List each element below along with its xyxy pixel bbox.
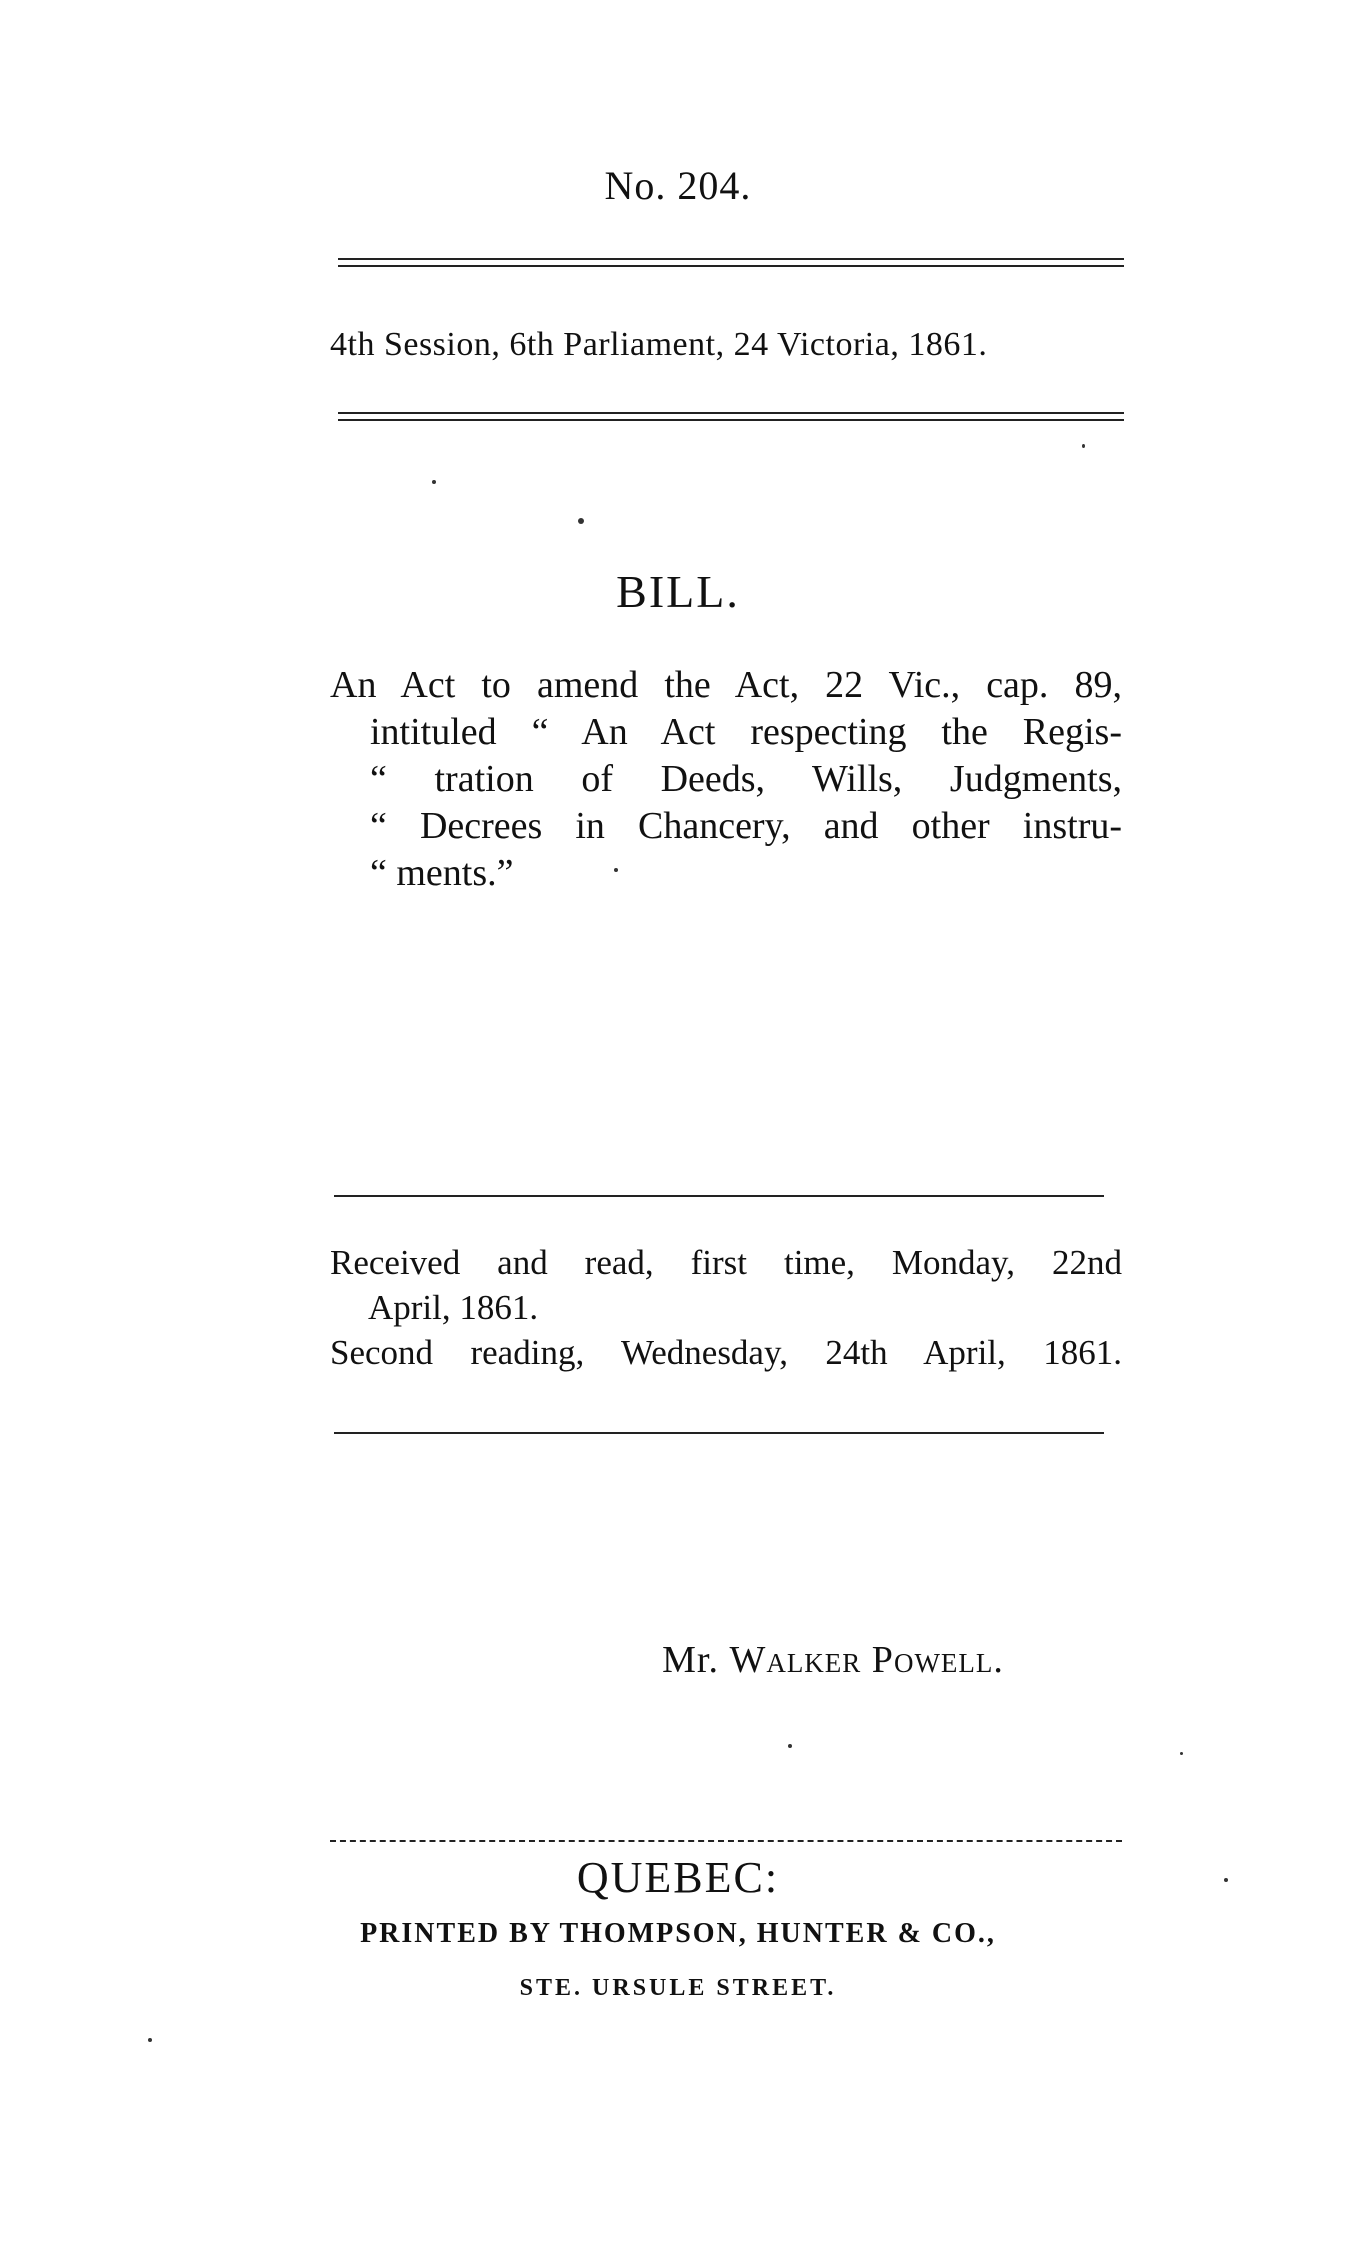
session-double-rule [338,412,1124,421]
scan-speck [1180,1752,1183,1755]
bill-title-line: “ ments.” [370,852,514,894]
scan-speck [432,480,436,484]
sponsor-prefix: Mr. [662,1639,719,1681]
scan-speck [788,1744,792,1748]
top-double-rule [338,258,1124,267]
first-reading-line: Received and read, first time, Monday, 22nd [330,1243,1122,1282]
session-line: 4th Session, 6th Parliament, 24 Victoria, 1861. [330,326,988,363]
bill-title-line: intituled “ An Act respecting the Regis- [370,711,1122,753]
sponsor-name: Walker Powell. [729,1639,1004,1681]
imprint-street: STE. URSULE STREET. [519,1975,837,2001]
sponsor [0,1638,1356,1682]
readings-bottom-rule [334,1432,1104,1434]
second-reading-line: Second reading, Wednesday, 24th April, 1861. [330,1333,1122,1372]
imprint-rule [330,1840,1122,1842]
bill-title [330,662,1122,897]
imprint-printer: PRINTED BY THOMPSON, HUNTER & CO., [360,1918,996,1949]
scan-speck [578,518,584,524]
readings-top-rule [334,1195,1104,1197]
bill-title-line: “ tration of Deeds, Wills, Judgments, [370,758,1122,800]
bill-heading: BILL. [616,566,740,617]
readings-block [330,1240,1122,1375]
bill-title-line: “ Decrees in Chancery, and other instru- [370,805,1122,847]
scan-speck [614,868,618,872]
bill-title-line: An Act to amend the Act, 22 Vic., cap. 89, [330,664,1122,706]
imprint-city: QUEBEC: [576,1853,780,1902]
scan-speck [148,2038,152,2042]
first-reading-date: April, 1861. [368,1288,539,1327]
scan-speck [1224,1878,1228,1882]
scan-speck [1082,444,1085,448]
document-number: No. 204. [604,163,752,208]
